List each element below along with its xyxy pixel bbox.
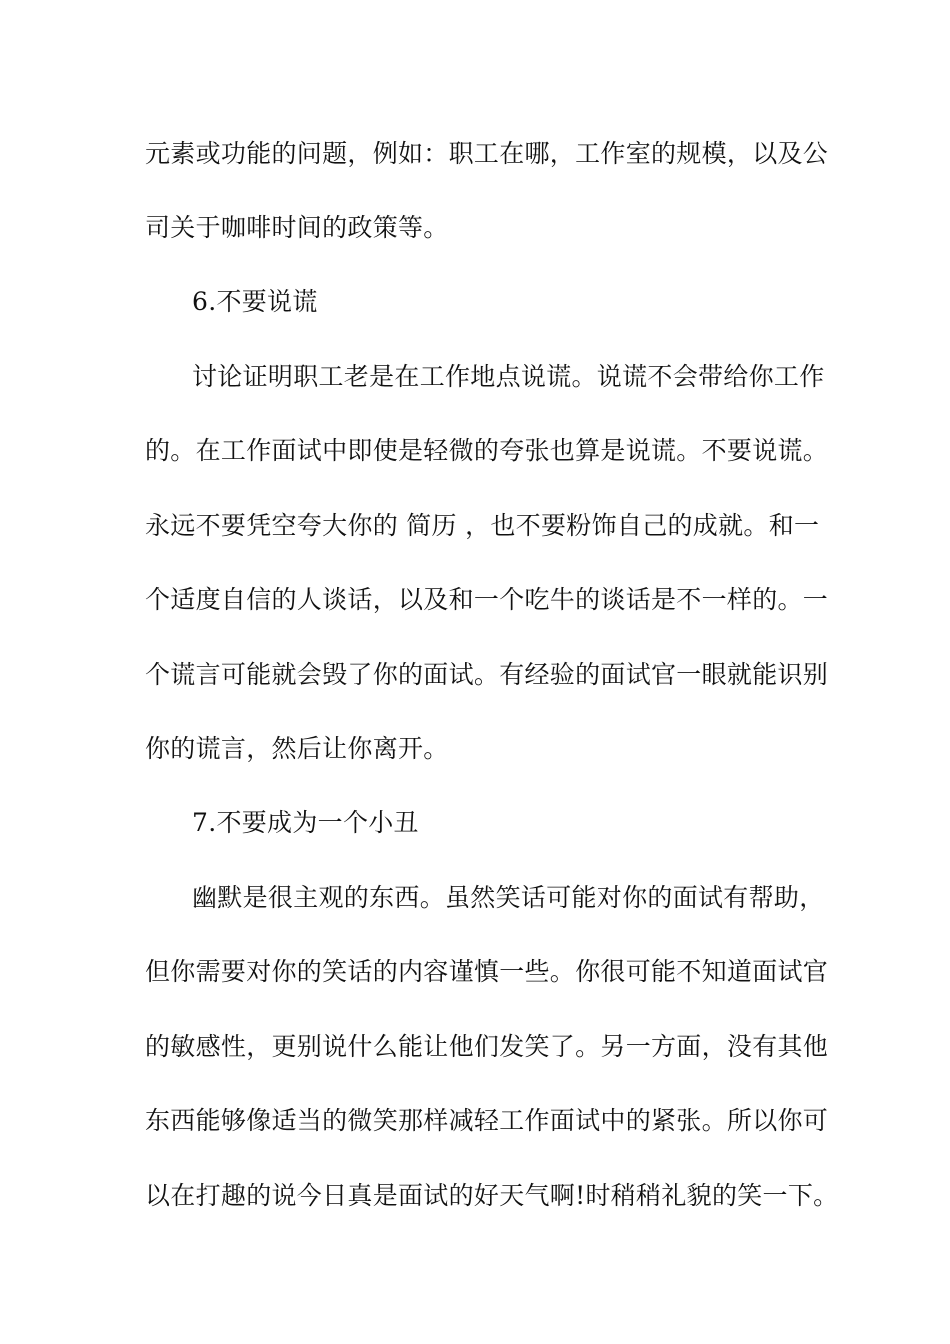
- paragraph-line: 永远不要凭空夸大你的 简历 ，也不要粉饰自己的成就。和一: [145, 511, 820, 540]
- paragraph-line: 但你需要对你的笑话的内容谨慎一些。你很可能不知道面试官: [145, 957, 829, 986]
- paragraph-line: 元素或功能的问题，例如：职工在哪，工作室的规模，以及公: [145, 139, 829, 168]
- paragraph-line: 东西能够像适当的微笑那样减轻工作面试中的紧张。所以你可: [145, 1106, 829, 1135]
- paragraph-line: 的。在工作面试中即使是轻微的夸张也算是说谎。不要说谎。: [145, 436, 829, 465]
- section-heading-7: 7.不要成为一个小丑: [192, 808, 419, 837]
- paragraph-line: 幽默是很主观的东西。虽然笑话可能对你的面试有帮助，: [192, 883, 825, 912]
- section-heading-6: 6.不要说谎: [192, 287, 318, 316]
- paragraph-line: 讨论证明职工老是在工作地点说谎。说谎不会带给你工作: [192, 362, 825, 391]
- paragraph-line: 的敏感性，更别说什么能让他们发笑了。另一方面，没有其他: [145, 1032, 829, 1061]
- paragraph-line: 个适度自信的人谈话，以及和一个吃牛的谈话是不一样的。一: [145, 585, 829, 614]
- paragraph-line: 以在打趣的说今日真是面试的好天气啊!时稍稍礼貌的笑一下。: [145, 1181, 839, 1210]
- paragraph-line: 个谎言可能就会毁了你的面试。有经验的面试官一眼就能识别: [145, 660, 829, 689]
- paragraph-line: 司关于咖啡时间的政策等。: [145, 213, 449, 242]
- paragraph-line: 你的谎言，然后让你离开。: [145, 734, 449, 763]
